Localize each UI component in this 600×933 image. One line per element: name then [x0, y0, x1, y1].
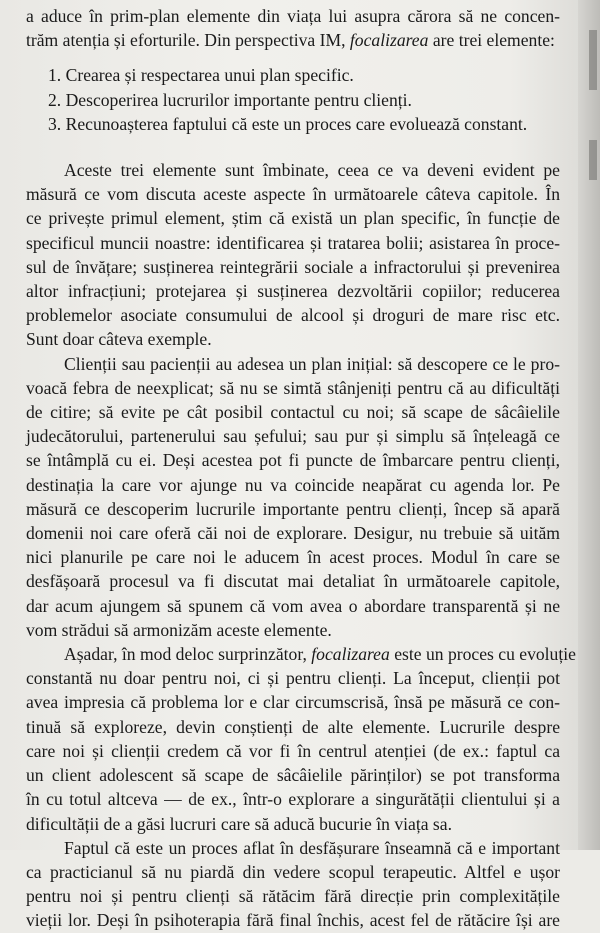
text-line: dar acum ajungem să spunem că vom avea o abordare transparentă și ne: [26, 595, 560, 616]
text-line: de citire; să evite pe cât posibil contactul cu noi; să scape de sâcâielile: [26, 402, 560, 423]
paragraph-1: [26, 158, 560, 352]
text-line: se întâmplă cu ei. Deși acestea pot fi puncte de îmbarcare pentru clienți,: [26, 450, 560, 471]
text-line: un client adolescent să scape de sâcâielile părinților) se pot transforma: [26, 765, 560, 786]
text-line: destinația la care vor ajunge nu va coincide neapărat cu agenda lor. Pe: [26, 474, 560, 495]
text-line: altor infracțiuni; protejarea și susținerea dezvoltării copiilor; reducerea: [26, 281, 560, 302]
text-line: vom strădui să armonizăm aceste elemente.: [26, 619, 332, 640]
text-line: care noi și clienții credem că vor fi în centrul atenției (de ex.: faptul ca: [26, 740, 560, 761]
text-line: Sunt doar câteva exemple.: [26, 329, 212, 350]
numbered-list: [48, 63, 560, 136]
page-text: [26, 4, 576, 933]
text-line: a aduce în prim-plan elemente din viața lui asupra cărora să ne concen-: [26, 6, 560, 26]
text-line: voacă febra de neexplicat; să nu se simtă stânjeniți pentru că au dificultăți: [26, 377, 560, 398]
text-line: judecătorului, partenerului sau șefului; sau pur și simplu să înțeleagă ce: [26, 426, 560, 447]
list-item: 1. Crearea și respectarea unui plan specific.: [48, 65, 354, 86]
text-line: sul de învățare; susținerea reintegrării sociale a infractorului și prevenirea: [26, 256, 560, 277]
text-line: pentru noi și pentru clienți să rătăcim fără direcție prin complexitățile: [26, 886, 560, 907]
text-line: domenii noi care oferă căi noi de explorare. Desigur, nu trebuie să uităm: [26, 523, 560, 544]
text-line: tinuă să exploreze, devin conștienți de alte elemente. Lucrurile despre: [26, 716, 560, 737]
paragraph-2: [26, 352, 560, 642]
text-line: măsură ce descoperim lucrurile importante pentru clienți, încep să apară: [26, 498, 560, 519]
page-edge-shadow: [578, 0, 600, 850]
text-line: problemelor asociate consumului de alcool și droguri de mare risc etc.: [26, 305, 560, 326]
text-line: Aceste trei elemente sunt îmbinate, ceea ce va deveni evident pe: [64, 160, 560, 181]
paragraph-4: [26, 836, 560, 933]
text-line: măsură ce vom discuta aceste aspecte în următoarele câteva capitole. În: [26, 184, 560, 205]
text-line: constantă nu doar pentru noi, ci și pentru clienți. La început, clienții pot: [26, 668, 560, 689]
list-item: 3. Recunoașterea faptului că este un proces care evoluează constant.: [48, 113, 528, 134]
text-line: ce privește primul element, știm că există un plan specific, în funcție de: [26, 208, 560, 229]
text-line: desfășoară procesul va fi discutat mai detaliat în următoarele capitole,: [26, 571, 560, 592]
text-line: ca practicianul să nu piardă din vedere scopul terapeutic. Altfel e ușor: [26, 861, 560, 882]
text-line: Faptul că este un proces aflat în desfășurare înseamnă că e important: [64, 837, 560, 858]
paragraph-3: [26, 642, 576, 836]
intro-paragraph: [26, 4, 560, 52]
text-line: trăm atenția și eforturile. Din perspectiva IM, focalizarea are trei elemente:: [26, 30, 555, 51]
text-line: Așadar, în mod deloc surprinzător, focalizarea este un proces cu evoluție: [64, 644, 576, 665]
text-line: dificultății de a găsi lucruri care să aducă bucurie în viața sa.: [26, 813, 452, 834]
edge-mark: [589, 30, 597, 90]
text-line: specificul muncii noastre: identificarea și tratarea bolii; asistarea în proce-: [26, 232, 560, 253]
text-line: în cu totul altceva — de ex., într-o explorare a singurătății clientului și a: [26, 789, 560, 810]
edge-mark: [589, 140, 597, 180]
text-line: vieții lor. Deși în psihoterapia fără final închis, acest fel de rătăcire își are: [26, 910, 560, 931]
text-line: avea impresia că problema lor e clar circumscrisă, însă pe măsură ce con-: [26, 692, 560, 713]
list-item: 2. Descoperirea lucrurilor importante pentru clienți.: [48, 89, 412, 110]
text-line: Clienții sau pacienții au adesea un plan inițial: să descopere ce le pro-: [64, 353, 560, 374]
text-line: nici planurile pe care noi le aducem în acest proces. Modul în care se: [26, 547, 560, 568]
